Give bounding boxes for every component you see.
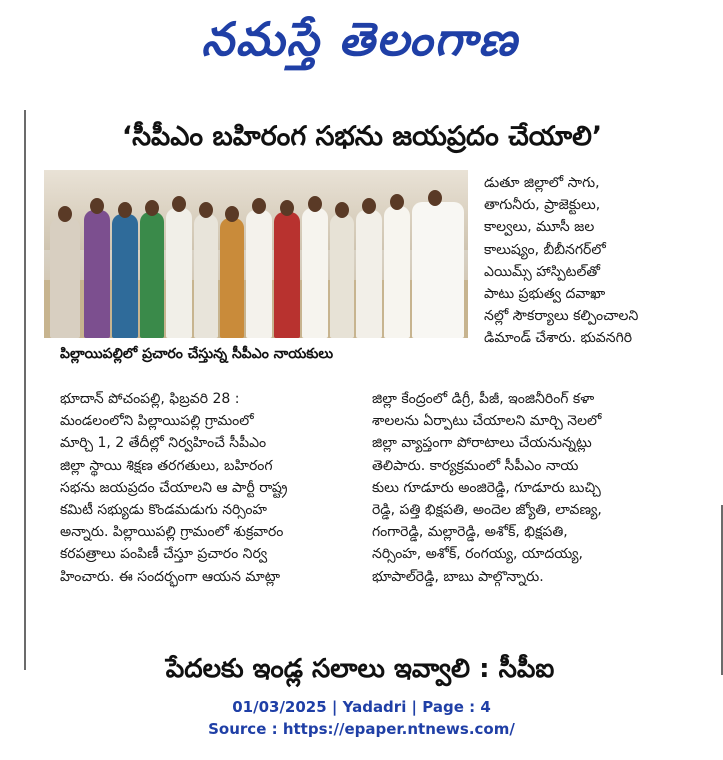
text-line: మార్చి 1, 2 తేదీల్లో నిర్వహించే సీపీఎం <box>60 435 267 452</box>
text-line: ఎయిమ్స్ హాస్పిటల్‌తో <box>484 263 601 280</box>
article-column-right-top <box>484 172 680 350</box>
text-line: నర్సింహ, అశోక్, రంగయ్య, యాదయ్య, <box>372 546 584 563</box>
newspaper-logo: నమస్తే తెలంగాణ <box>201 12 519 66</box>
text-line: శాలలను ఏర్పాటు చేయాలని మార్చి నెలలో <box>372 413 602 430</box>
text-line: జిల్లా వ్యాప్తంగా పోరాటాలు చేయనున్నట్లు <box>372 435 592 452</box>
text-line: నల్లో సౌకర్యాలు కల్పించాలని <box>484 308 639 325</box>
text-line: సభను జయప్రదం చేయాలని ఆ పార్టీ రాష్ట్ర <box>60 479 288 496</box>
text-line: కమిటీ సభ్యుడు కొండమడుగు నర్సింహ <box>60 502 267 519</box>
text-line: కాల్వలు, మూసీ జల <box>484 219 595 236</box>
photo-caption: పిల్లాయిపల్లిలో ప్రచారం చేస్తున్న సీపీఎం నాయకులు <box>60 346 334 362</box>
text-line: హించారు. ఈ సందర్భంగా ఆయన మాట్లా <box>60 568 281 585</box>
text-line: భూపాల్‌రెడ్డి, బాబు పాల్గొన్నారు. <box>372 568 544 585</box>
text-line: కాలుష్యం, బీబీనగర్‌లో <box>484 241 606 258</box>
text-line: భూదాన్ పోచంపల్లి, ఫిబ్రవరి 28 : <box>60 391 240 407</box>
source-link[interactable]: Source : https://epaper.ntnews.com/ <box>208 720 515 738</box>
article-photo <box>44 170 468 338</box>
masthead <box>0 0 723 78</box>
text-line: డిమాండ్ చేశారు. భువనగిరి <box>484 330 633 347</box>
text-line: అన్నారు. పిల్లాయిపల్లి గ్రామంలో శుక్రవారం <box>60 524 284 541</box>
edition-info: 01/03/2025 | Yadadri | Page : 4 <box>232 698 491 716</box>
text-line: జిల్లా స్థాయి శిక్షణ తరగతులు, బహిరంగ <box>60 457 273 474</box>
text-line: పాటు ప్రభుత్వ దవాఖా <box>484 286 606 303</box>
text-line: కరపత్రాలు పంపిణీ చేస్తూ ప్రచారం నిర్వ <box>60 546 268 563</box>
text-line: తాగునీరు, ప్రాజెక్టులు, <box>484 197 601 214</box>
article-headline: ‘సీపీఎం బహిరంగ సభను జయప్రదం చేయాలి’ <box>121 121 603 152</box>
text-line: తెలిపారు. కార్యక్రమంలో సీపీఎం నాయ <box>372 457 579 474</box>
column-rule-left <box>24 110 26 670</box>
next-article-headline: పేదలకు ఇండ్ల సలాలు ఇవ్వాలి : సీపీఐ <box>165 654 555 684</box>
text-line: జిల్లా కేంద్రంలో డిగ్రీ, పీజీ, ఇంజినీరింగ్ కళా <box>372 391 595 407</box>
article-column-right-bottom <box>372 388 692 588</box>
text-line: రెడ్డి, పత్తి భిక్షపతి, అందెల జ్యోతి, లావణ్య, <box>372 502 602 519</box>
text-line: కులు గూడూరు అంజిరెడ్డి, గూడూరు బుచ్చి <box>372 479 601 496</box>
text-line: మండలంలోని పిల్లాయిపల్లి గ్రామంలో <box>60 413 254 430</box>
text-line: గంగారెడ్డి, మల్లారెడ్డి, అశోక్, భిక్షపతి, <box>372 524 568 541</box>
text-line: డుతూ జిల్లాలో సాగు, <box>484 175 600 191</box>
article-column-left <box>60 388 356 588</box>
